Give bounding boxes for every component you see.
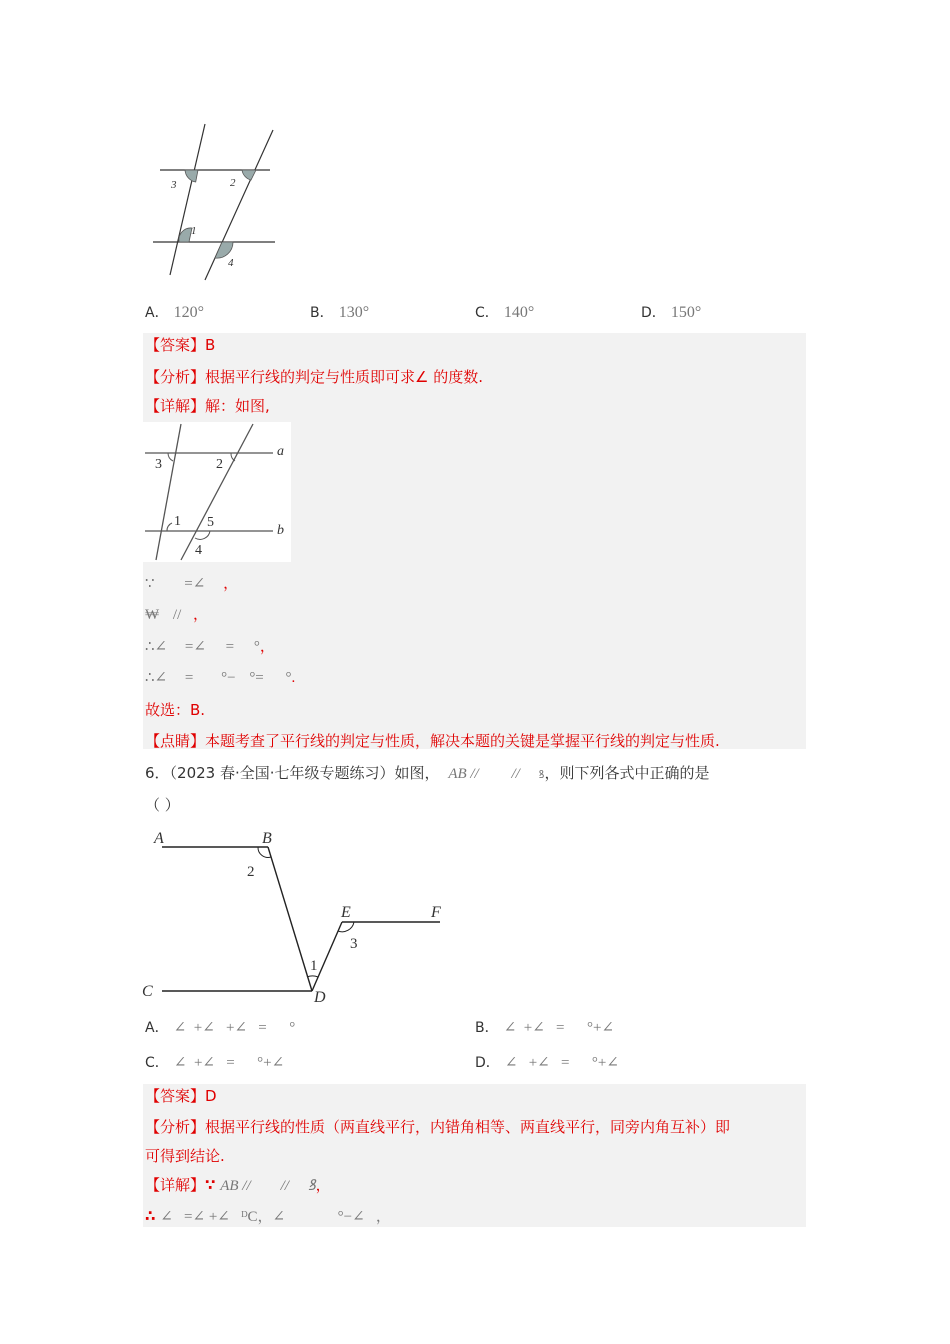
option-letter: A． [145,1020,169,1036]
option-value: ∠ +∠ = °+∠ [504,1055,619,1071]
detail-tag: 【详解】 [145,397,206,415]
q6-option-a[interactable] [145,1017,295,1037]
step-eq: = [184,670,194,686]
step-symbol: ∵ [145,576,155,592]
condition-end: ꝸ [538,769,545,781]
step-deg: ° [253,639,260,655]
q6-label-1: 1 [310,958,318,974]
q6-option-c[interactable] [145,1052,284,1072]
q5-comment-line [145,731,720,751]
q6-analysis-line [145,1117,730,1137]
option-value: ∠ +∠ +∠ = ° [173,1020,296,1036]
option-value: 130° [338,304,370,321]
comment-text: 本题考查了平行线的判定与性质，解决本题的关键是掌握平行线的判定与性质. [205,732,720,750]
comment-tag: 【点睛】 [145,732,206,750]
q5-step-2 [145,605,208,625]
option-letter: C． [145,1055,169,1071]
option-value: 120° [173,304,205,321]
q5-detail-line [145,396,270,416]
q5-answer-line [145,335,215,355]
q6-label-C: C [142,983,153,1000]
detail-punct: ， [315,1176,331,1194]
detail-condition: AB // // ꝸ [220,1178,316,1194]
step-punct: . [291,670,296,686]
step-symbol: ∴∠ [145,639,168,655]
option-letter: D． [475,1055,500,1071]
option-letter: A． [145,305,169,321]
q5-solution-figure [143,422,291,562]
condition-mid: // [511,766,520,782]
step-text: // [172,607,182,623]
q6-label-E: E [341,904,351,921]
option-value: 150° [670,304,702,321]
analysis-text-2: 可得到结论. [145,1147,225,1165]
q5-analysis-line [145,367,483,387]
q5-option-a[interactable] [145,302,204,322]
question-number: 6． [145,764,170,782]
step-symbol: ∴∠ [145,670,168,686]
q5-fig-label-3: 3 [171,179,177,191]
q6-stem [145,763,709,785]
step-punct: ， [193,607,209,623]
option-value: 140° [503,304,535,321]
q6-label-A: A [154,830,164,847]
answer-paren: （ ） [145,796,180,814]
answer-value: B [205,336,216,354]
q5-step-4 [145,668,295,688]
step-eq: = [225,639,235,655]
q5-sol-label-1: 1 [174,514,181,529]
q5-step-1 [145,574,238,594]
condition-ab: AB // [448,766,479,782]
q5-figure [145,118,285,283]
choose-text: 故选：B. [145,701,206,719]
q5-sol-label-a: a [277,444,284,459]
answer-tag: 【答案】 [145,1087,206,1105]
q6-detail-line-2 [145,1206,391,1227]
question-source: （2023 春·全国·七年级专题练习）如图， [169,764,440,782]
analysis-text: 根据平行线的性质（两直线平行，内错角相等、两直线平行，同旁内角互补）即 [205,1118,731,1136]
q6-label-D: D [314,989,326,1006]
q6-answer-line [145,1086,217,1106]
detail-equation: ∠ =∠ +∠ ᴰC，∠ °−∠ ， [160,1209,391,1225]
step-deg: ° [285,670,292,686]
detail-text: 解：如图, [205,397,270,415]
q5-fig-label-2: 2 [230,177,236,189]
step-text: =∠ [184,639,206,655]
step-text: °− [221,670,236,686]
q6-label-2: 2 [247,864,255,880]
q5-fig-label-1: 1 [191,225,197,237]
step-text: =∠ [184,576,206,592]
detail-tag: 【详解】 [145,1176,206,1194]
analysis-tag: 【分析】 [145,1118,206,1136]
q5-sol-label-2: 2 [216,457,223,472]
q6-option-d[interactable] [475,1052,619,1072]
q6-label-F: F [431,904,441,921]
q6-detail-line [145,1175,331,1196]
q5-step-3 [145,637,275,657]
step-punct: ， [223,576,239,592]
answer-value: D [205,1087,217,1105]
analysis-text: 根据平行线的判定与性质即可求∠ 的度数. [205,368,484,386]
q5-sol-label-3: 3 [155,457,162,472]
q5-option-c[interactable] [475,302,534,322]
answer-tag: 【答案】 [145,336,206,354]
q5-sol-label-4: 4 [195,543,202,558]
q5-sol-label-b: b [277,523,284,538]
q5-sol-label-5: 5 [207,515,214,530]
option-value: ∠ +∠ = °+∠ [173,1055,285,1071]
therefore-symbol: ∴ [145,1207,156,1225]
q6-analysis-line-2 [145,1146,225,1166]
option-value: ∠ +∠ = °+∠ [503,1020,615,1036]
q5-choose-line [145,700,205,720]
option-letter: C． [475,305,499,321]
step-text: °= [249,670,264,686]
q6-label-3: 3 [350,936,358,952]
q5-fig-label-4: 4 [228,257,234,269]
question-tail: ，则下列各式中正确的是 [544,764,710,782]
option-letter: B． [310,305,334,321]
step-punct: ， [259,639,275,655]
q5-option-b[interactable] [310,302,369,322]
q5-option-d[interactable] [641,302,701,322]
q6-label-B: B [262,830,272,847]
q6-option-b[interactable] [475,1017,614,1037]
option-letter: B． [475,1020,499,1036]
q6-paren [145,795,180,815]
analysis-tag: 【分析】 [145,368,206,386]
step-symbol: ₩ [145,607,160,623]
because-symbol: ∵ [205,1176,216,1194]
option-letter: D． [641,305,666,321]
q6-figure [140,826,450,1006]
